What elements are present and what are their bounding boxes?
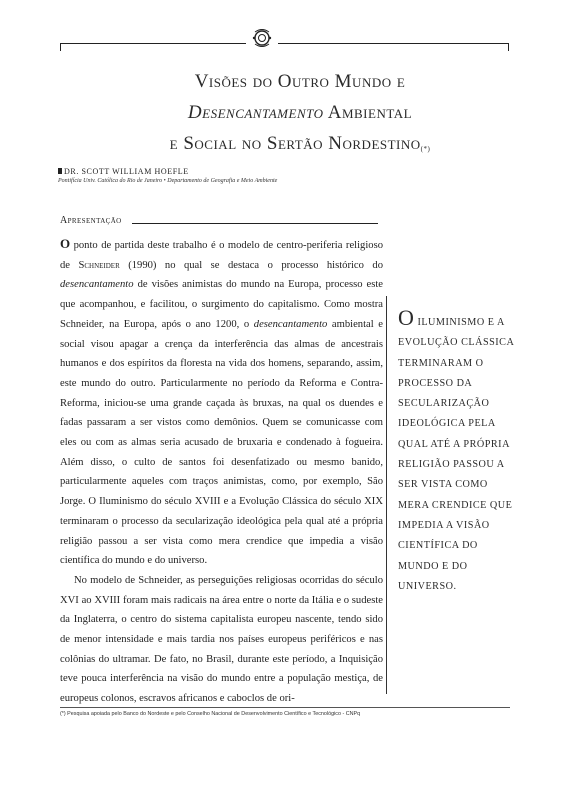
- title-line-2: [100, 97, 500, 128]
- top-rule-left: [60, 43, 246, 44]
- author-affiliation: Pontifícia Univ. Católica do Rio de Janeiro • Departamento de Geografia e Meio Ambiente: [58, 178, 278, 184]
- para1-italic-term: desencantamento: [60, 279, 134, 291]
- body-text: [60, 234, 383, 709]
- author-bullet-icon: [58, 168, 62, 174]
- section-heading: Apresentação: [60, 215, 122, 226]
- ornament-icon: [250, 26, 274, 50]
- title-line-1: Visões do Outro Mundo e: [194, 71, 406, 92]
- para1-part-b: (1990) no qual se destaca o processo histórico do: [119, 259, 383, 271]
- footnote: (*) Pesquisa apoiada pelo Banco do Nordeste e pelo Conselho Nacional de Desenvolvimento Científico e Tecnológico - CNPq: [60, 711, 361, 717]
- top-rule-right: [278, 43, 508, 44]
- drop-cap: O: [60, 236, 71, 251]
- title-line-3-text: e Social no Sertão Nordestino: [169, 133, 421, 154]
- cited-author: Schneider: [78, 259, 120, 271]
- para1-italic-term-2: desencantamento: [253, 318, 328, 330]
- para1-part-d: ambiental e social visou apagar a crença da interferência das almas de ancestrais humanos e dos espíritos da floresta na vida dos homens, separando, assim, este mundo do outro. Particularmente no período da Reforma e Contra-Reforma, iniciou-se uma grande caçada às bruxas, na qual os duendes e fadas passaram a ser vistos como demônios. Quem se comunicasse com eles ou com as almas seria acusado de bruxaria e condenado à fogueira. Além disso, o culto de santos foi desenfatizado ou mesmo banido, particularmente aqueles com traços animistas, como, por exemplo, São Jorge. O Iluminismo do século XVIII e a Evolução Clássica do século XIX terminaram o processo da secularização ideológica pela qual até a própria religião passou a ser vista como mera crendice que impedia a visão científica do mundo e do universo.: [60, 318, 383, 567]
- author-line: [58, 167, 189, 176]
- title-line-3: [100, 128, 500, 159]
- top-rule-left-end: [60, 43, 61, 51]
- pullquote-rule: [386, 296, 387, 694]
- pull-quote: [398, 305, 518, 597]
- pull-quote-text: ILUMINISMO E A EVOLUÇÃO CLÁSSICA TERMINARAM O PROCESSO DA SECULARIZAÇÃO IDEOLÓGICA PELA QUAL ATÉ A PRÓPRIA RELIGIÃO PASSOU A SER VISTA COMO MERA CRENDICE QUE IMPEDIA A VISÃO CIENTÍFICA DO MUNDO E DO UNIVERSO.: [398, 317, 514, 592]
- title-footnote-mark: (*): [420, 145, 431, 153]
- pull-quote-initial: O: [398, 305, 415, 330]
- author-name: DR. SCOTT WILLIAM HOEFLE: [64, 167, 189, 176]
- paragraph-1: [60, 234, 383, 571]
- title-italic-word: Desencantamento: [187, 102, 324, 123]
- paragraph-2: No modelo de Schneider, as perseguições religiosas ocorridas do século XVI ao XVIII foram mais radicais na área entre o norte da Itália e o sudeste da Inglaterra, o centro do sistema capitalista europeu nascente, tendo sido de menor intensidade e mais tardia nos países europeus periféricos e nas colônias do ultramar. De fato, no Brasil, durante este período, a Inquisição teve pouca interferência na visão do mundo entre a população mestiça, de europeus colonos, escravos africanos e caboclos de ori-: [60, 574, 383, 705]
- para1-part-c: de visões animistas do mundo na Europa, processo este que acompanhou, e facilitou, o surgimento do capitalismo. Como mostra Schneider, na Europa, após o ano 1200, o: [60, 279, 383, 330]
- top-rule-right-end: [508, 43, 509, 51]
- title-line-2-rest: Ambiental: [323, 102, 413, 123]
- section-rule: [132, 223, 378, 224]
- footnote-rule: [60, 707, 510, 708]
- para1-part-a: ponto de partida deste trabalho é o modelo de centro-periferia religioso de: [60, 240, 383, 271]
- article-title: [100, 66, 500, 159]
